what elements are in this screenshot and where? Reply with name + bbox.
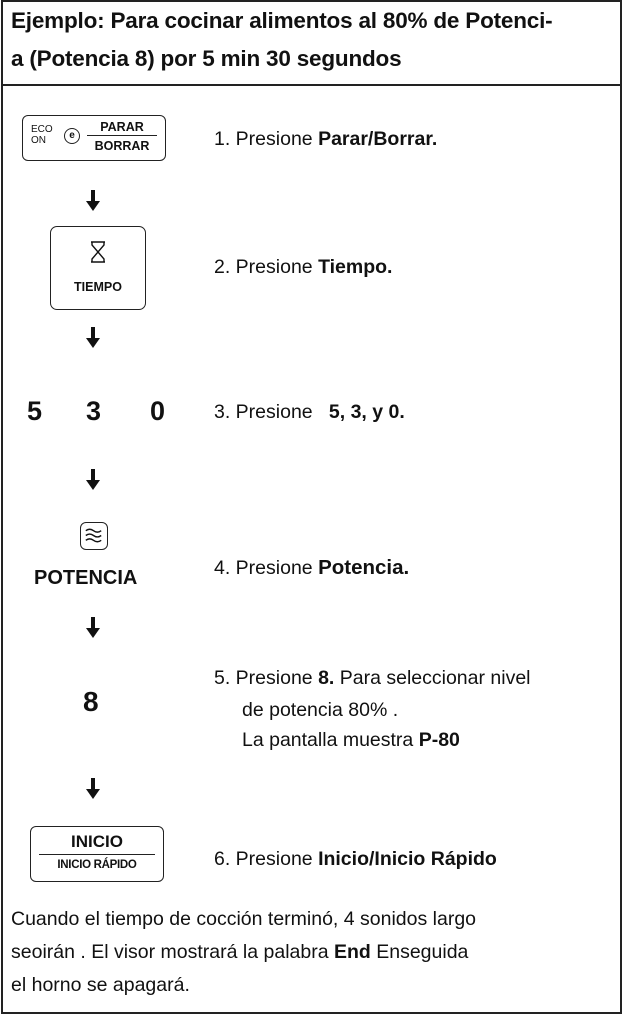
step-3-text: 3. Presione 5, 3, y 0. <box>214 401 405 423</box>
step-5-line-3: La pantalla muestra P-80 <box>242 729 460 751</box>
step-6-text: 6. Presione Inicio/Inicio Rápido <box>214 848 497 870</box>
inicio-rapido-label: INICIO RÁPIDO <box>57 859 137 871</box>
parar-borrar-button <box>22 115 166 161</box>
inicio-button <box>30 826 164 882</box>
arrow-down-icon <box>84 778 102 800</box>
inicio-label: INICIO <box>39 832 155 855</box>
potencia-label: POTENCIA <box>34 567 138 589</box>
arrow-down-icon <box>84 469 102 491</box>
borrar-label: BORRAR <box>94 139 150 153</box>
step-5-line-1: 5. Presione 8. Para seleccionar nivel <box>214 667 531 689</box>
step-5-line-2: de potencia 80% . <box>242 699 399 721</box>
step-1-text: 1. Presione Parar/Borrar. <box>214 128 438 150</box>
example-header <box>1 0 622 86</box>
arrow-down-icon <box>84 617 102 639</box>
step-2-text: 2. Presione Tiempo. <box>214 256 393 278</box>
arrow-down-icon <box>84 327 102 349</box>
eco-on-label <box>31 124 53 146</box>
eco-icon: e <box>64 128 80 144</box>
on-label: ON <box>31 135 46 146</box>
hourglass-icon <box>89 241 107 263</box>
power-waves-icon <box>80 522 108 550</box>
tiempo-label: TIEMPO <box>74 280 122 294</box>
arrow-down-icon <box>84 190 102 212</box>
footer-line-2: seoirán . El visor mostrará la palabra End Enseguida <box>11 941 469 963</box>
digit-3: 3 <box>86 396 102 426</box>
footer-line-3: el horno se apagará. <box>11 974 190 996</box>
header-line-1: Ejemplo: Para cocinar alimentos al 80% de Potenci- <box>11 8 553 33</box>
tiempo-button <box>50 226 146 310</box>
footer-line-1: Cuando el tiempo de cocción terminó, 4 sonidos largo <box>11 908 477 930</box>
digit-5: 5 <box>27 396 43 426</box>
step-4-text: 4. Presione Potencia. <box>214 556 410 579</box>
parar-label: PARAR <box>87 120 157 136</box>
digit-8: 8 <box>83 686 99 717</box>
eco-label: ECO <box>31 124 53 135</box>
digit-0: 0 <box>150 396 166 426</box>
header-line-2: a (Potencia 8) por 5 min 30 segundos <box>11 46 402 71</box>
